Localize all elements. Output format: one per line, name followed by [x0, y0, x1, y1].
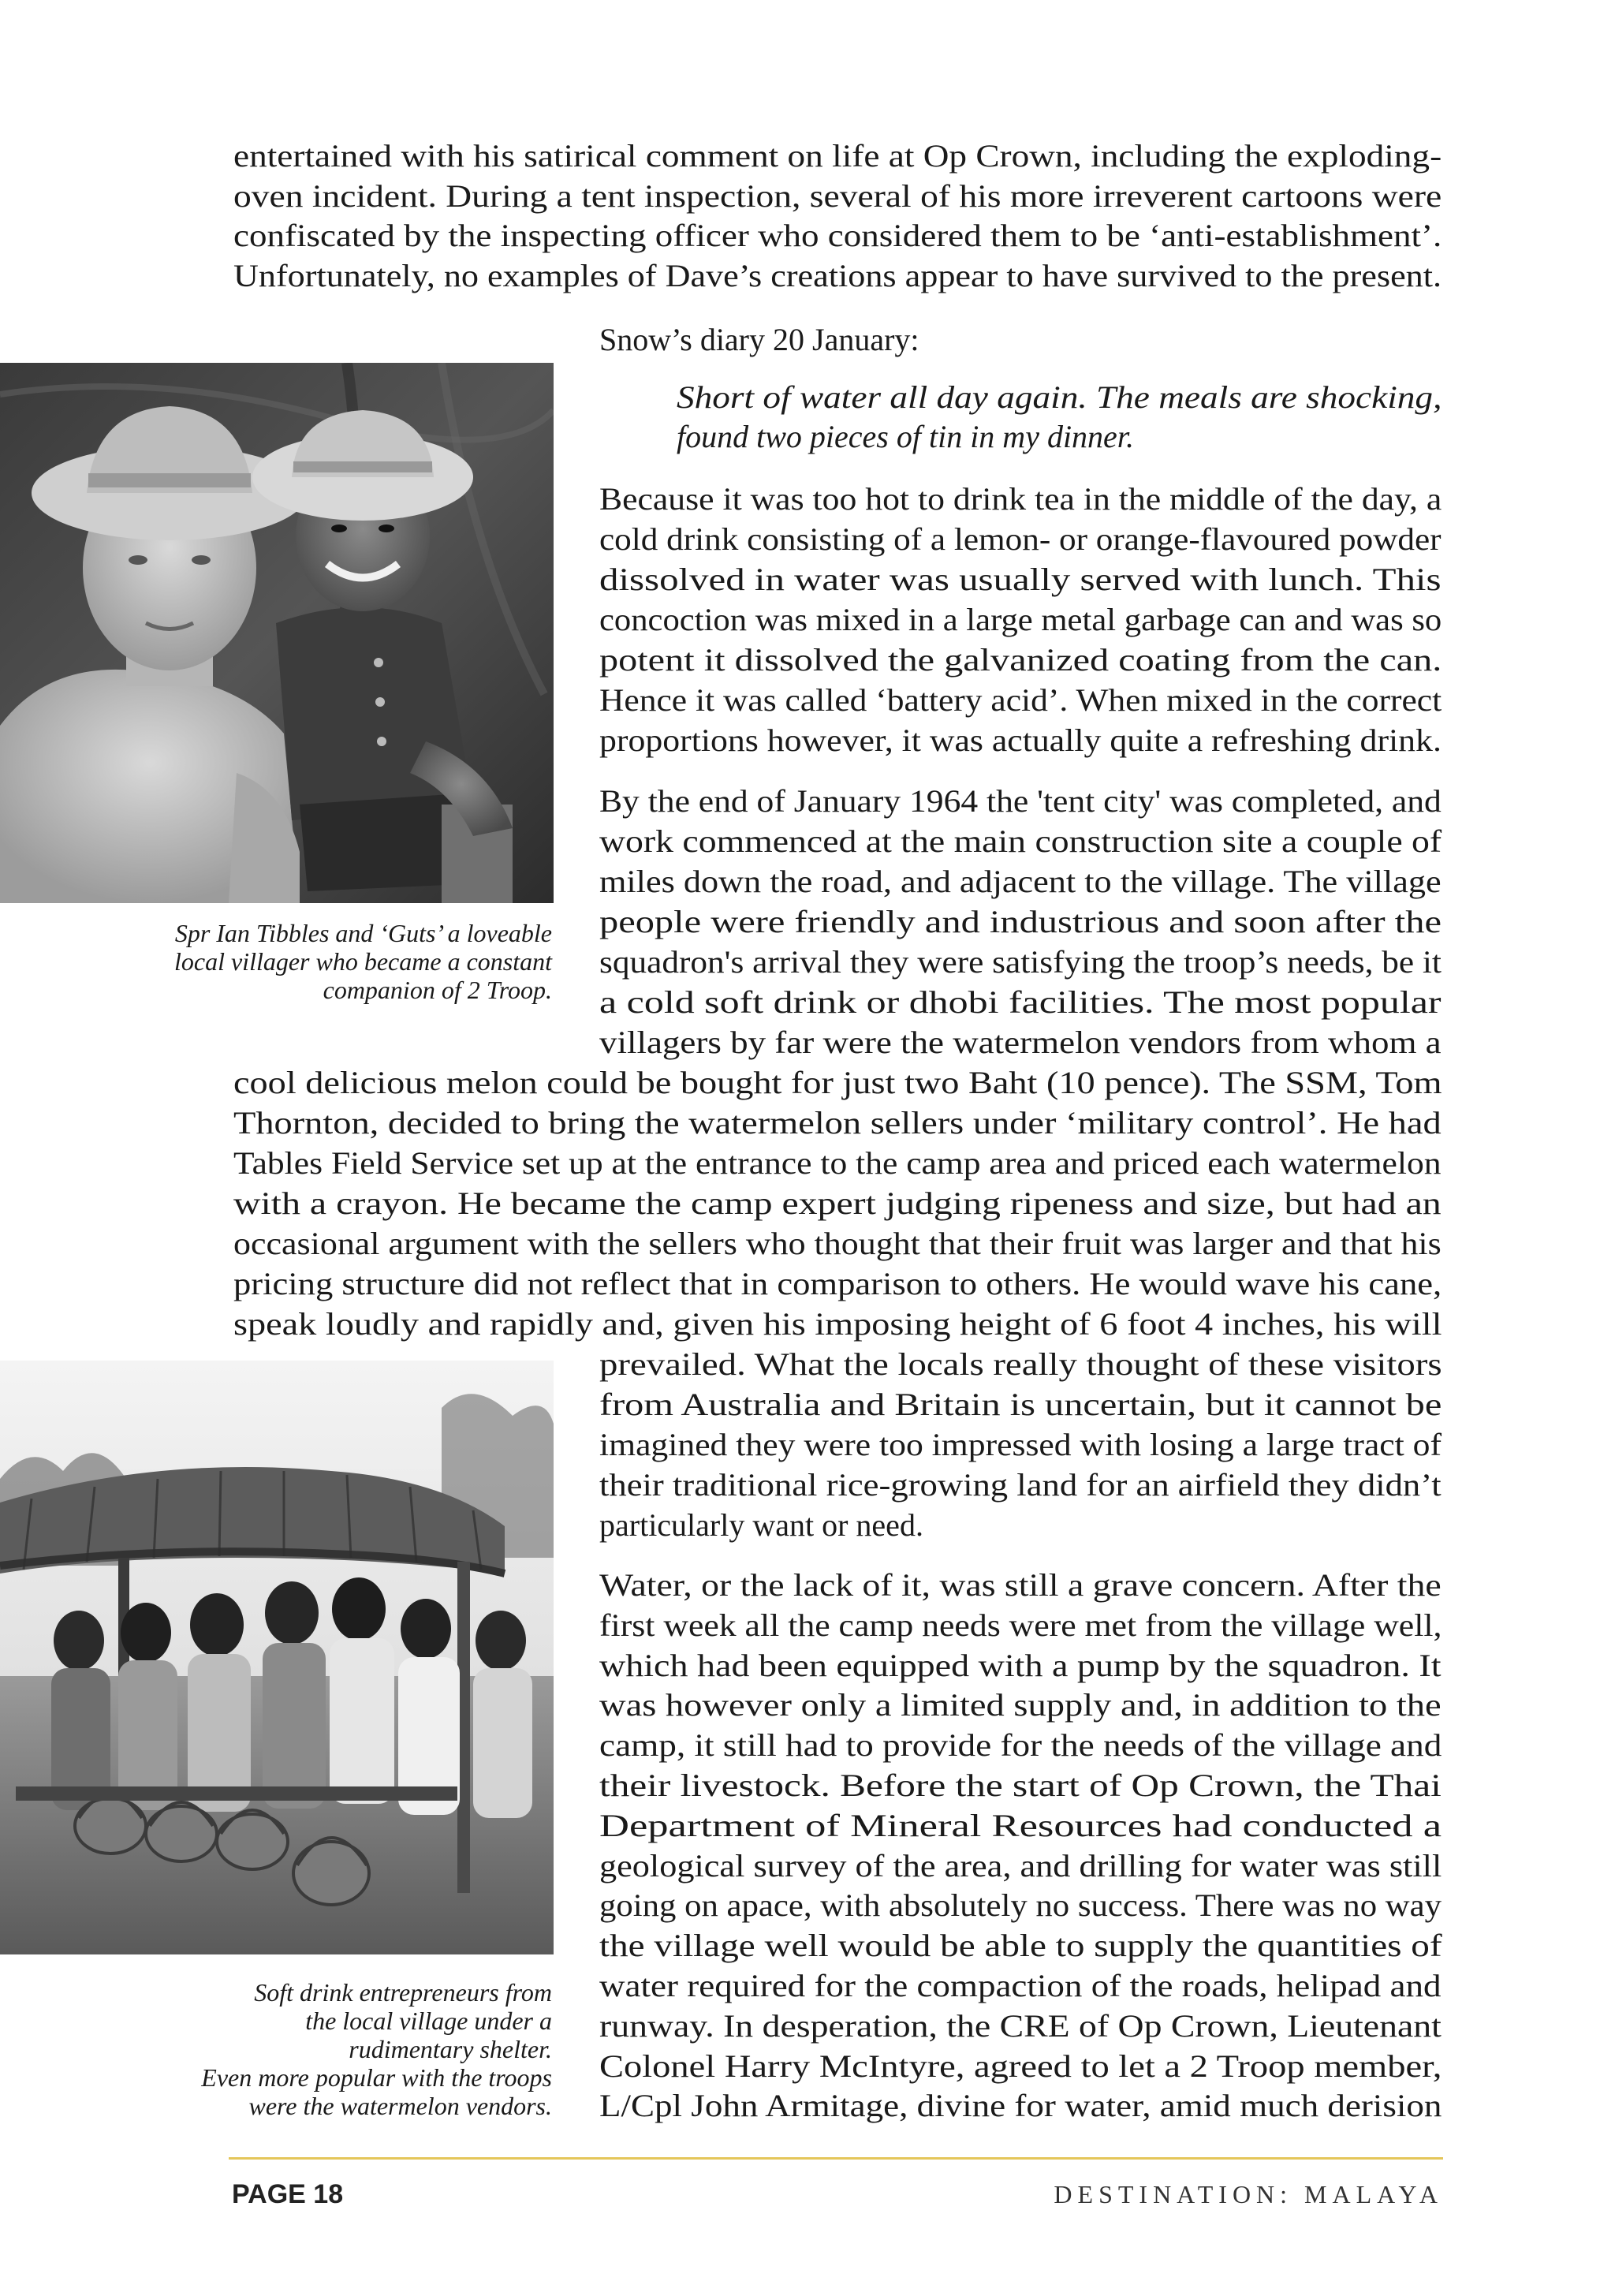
paragraph-line: people were friendly and industrious and soon after the [599, 904, 1442, 939]
paragraph-line: Snow’s diary 20 January: [599, 322, 919, 357]
paragraph-line: camp, it still had to provide for the needs of the village and [599, 1727, 1442, 1764]
caption-line: the local village under a [305, 2007, 552, 2035]
paragraph-line: with a crayon. He became the camp expert judging ripeness and size, but had an [233, 1185, 1442, 1221]
paragraph-line: Thornton, decided to bring the watermelon sellers under ‘military control’. He had [233, 1105, 1442, 1141]
paragraph-line: Tables Field Service set up at the entrance to the camp area and priced each watermelon [233, 1145, 1442, 1181]
paragraph-line: Unfortunately, no examples of Dave’s creations appear to have survived to the present. [233, 258, 1442, 294]
paragraph-line: By the end of January 1964 the 'tent city' was completed, and [599, 783, 1442, 819]
publication-title: DESTINATION: MALAYA [1054, 2180, 1443, 2208]
paragraph-line: squadron's arrival they were satisfying the troop’s needs, be it [599, 944, 1442, 980]
caption-line: rudimentary shelter. [349, 2035, 552, 2063]
caption-line: Soft drink entrepreneurs from [254, 1978, 552, 2007]
paragraph-line: first week all the camp needs were met from the village well, [599, 1607, 1442, 1643]
paragraph-line: geological survey of the area, and drilling for water was still [599, 1847, 1442, 1883]
diary-quote-line: Short of water all day again. The meals are shocking, [677, 379, 1442, 415]
diary-quote-line: found two pieces of tin in my dinner. [677, 419, 1134, 454]
paragraph-line: runway. In desperation, the CRE of Op Crown, Lieutenant [599, 2007, 1442, 2044]
paragraph-line: entertained with his satirical comment on life at Op Crown, including the exploding- [233, 138, 1442, 174]
paragraph-line: cold drink consisting of a lemon- or orange-flavoured powder [599, 521, 1442, 557]
paragraph-line: Department of Mineral Resources had conducted a [599, 1807, 1442, 1843]
paragraph-line: miles down the road, and adjacent to the village. The village [599, 864, 1442, 899]
caption-photo-2 [0, 1978, 552, 2128]
paragraph-line: dissolved in water was usually served with lunch. This [599, 562, 1442, 597]
paragraph-line: which had been equipped with a pump by the squadron. It [599, 1647, 1442, 1683]
paragraph-line: the village well would be able to supply the quantities of [599, 1928, 1442, 1964]
paragraph-line: particularly want or need. [599, 1507, 923, 1543]
paragraph-line: Water, or the lack of it, was still a grave concern. After the [599, 1567, 1442, 1603]
paragraph-line: Hence it was called ‘battery acid’. When mixed in the correct [599, 682, 1442, 718]
paragraph-line: going on apace, with absolutely no success. There was no way [599, 1887, 1442, 1924]
paragraph-line: imagined they were too impressed with losing a large tract of [599, 1427, 1442, 1462]
paragraph-line: pricing structure did not reflect that in comparison to others. He would wave his cane, [233, 1266, 1442, 1301]
paragraph-line: their traditional rice-growing land for an airfield they didn’t [599, 1467, 1442, 1503]
paragraph-line: occasional argument with the sellers who thought that their fruit was larger and that his [233, 1226, 1442, 1261]
paragraph-line: from Australia and Britain is uncertain, but it cannot be [599, 1387, 1442, 1422]
caption-line: companion of 2 Troop. [323, 976, 552, 1004]
caption-line: local villager who became a constant [173, 947, 552, 976]
paragraph-line: was however only a limited supply and, in addition to the [599, 1687, 1442, 1723]
paragraph-line: Because it was too hot to drink tea in the middle of the day, a [599, 481, 1442, 517]
footer-divider [229, 2157, 1443, 2160]
paragraph-line: potent it dissolved the galvanized coating from the can. [599, 642, 1442, 678]
caption-line: Spr Ian Tibbles and ‘Guts’ a loveable [174, 919, 552, 947]
paragraph-line: speak loudly and rapidly and, given his imposing height of 6 foot 4 inches, his will [233, 1306, 1442, 1342]
paragraph-line: Colonel Harry McIntyre, agreed to let a 2 Troop member, [599, 2048, 1442, 2084]
caption-line: Even more popular with the troops [201, 2063, 552, 2092]
paragraph-line: confiscated by the inspecting officer who considered them to be ‘anti-establishment’. [233, 218, 1442, 254]
paragraph-line: work commenced at the main construction site a couple of [599, 823, 1442, 859]
page-number: PAGE 18 [232, 2179, 344, 2209]
paragraph-line: proportions however, it was actually quite a refreshing drink. [599, 722, 1442, 758]
paragraph-line: water required for the compaction of the roads, helipad and [599, 1968, 1442, 2003]
photo-soldier-and-boy [0, 363, 554, 903]
paragraph-line: cool delicious melon could be bought for just two Baht (10 pence). The SSM, Tom [233, 1065, 1442, 1100]
paragraph-line: oven incident. During a tent inspection, several of his more irreverent cartoons were [233, 177, 1442, 214]
paragraph-line: their livestock. Before the start of Op Crown, the Thai [599, 1768, 1442, 1803]
photo-village-vendors [0, 1361, 554, 1954]
caption-line: were the watermelon vendors. [248, 2092, 552, 2120]
caption-photo-1 [0, 919, 552, 1014]
paragraph-line: L/Cpl John Armitage, divine for water, amid much derision [599, 2088, 1442, 2124]
paragraph-line: concoction was mixed in a large metal garbage can and was so [599, 602, 1442, 637]
paragraph-line: prevailed. What the locals really thought of these visitors [599, 1346, 1442, 1382]
paragraph-line: a cold soft drink or dhobi facilities. The most popular [599, 984, 1442, 1020]
paragraph-line: villagers by far were the watermelon vendors from whom a [599, 1025, 1442, 1060]
